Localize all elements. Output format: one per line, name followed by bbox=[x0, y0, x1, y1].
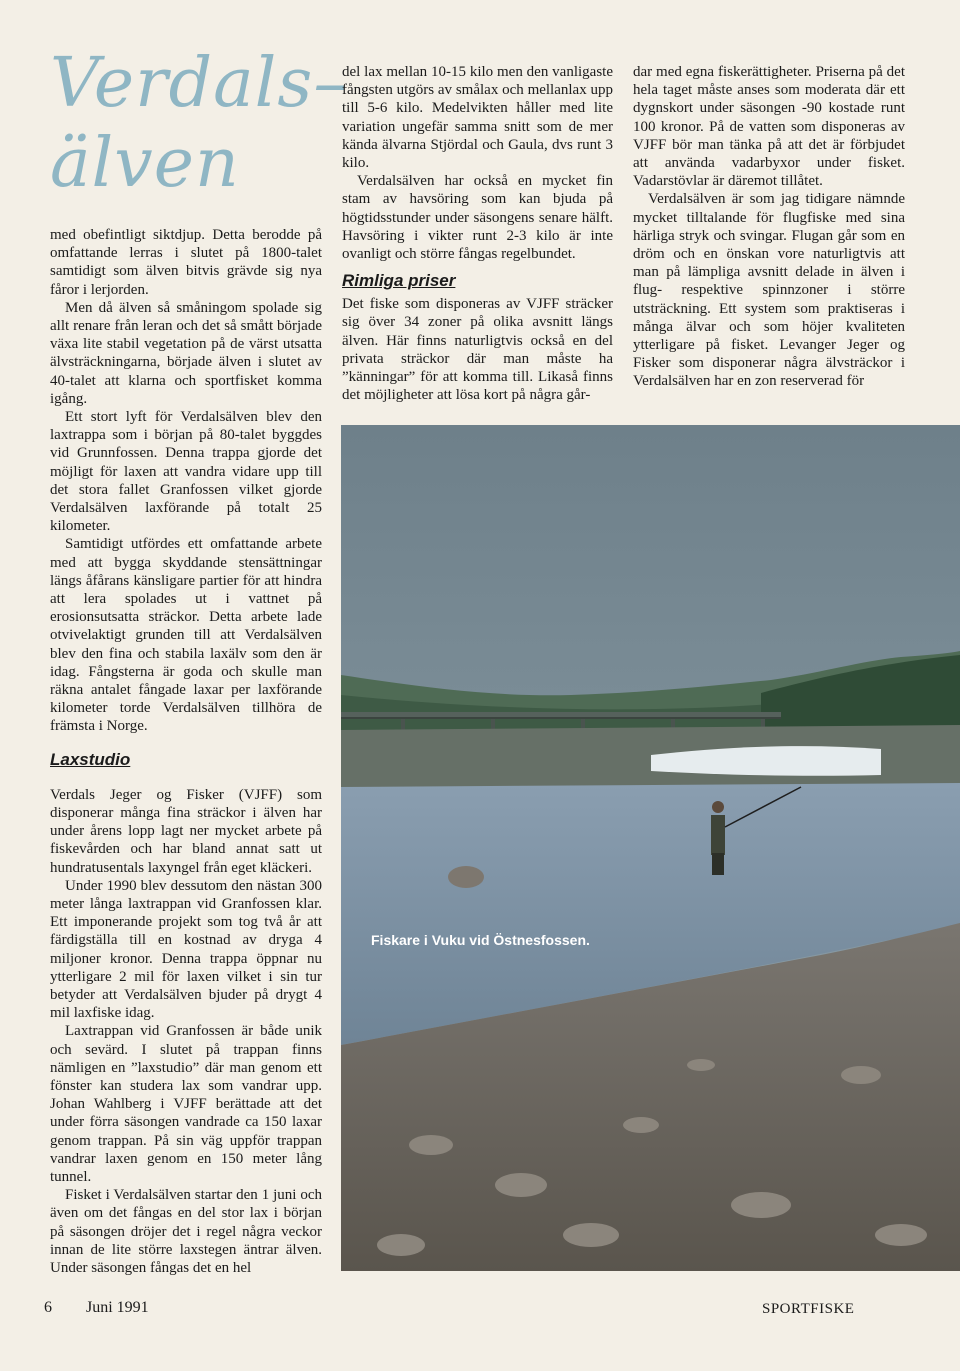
river-photo bbox=[341, 425, 960, 1271]
paragraph: dar med egna fiskerättigheter. Priserna på det hela taget måste anses som moderata där ett dygnskort under säsongen -90 kostade runt 100 kronor. På de vatten som disponeras av VJFF bör man tänka på att det är förbjudet att använda vadarbyxor under fisket. Vadarstövlar är däremot tillåtet. bbox=[633, 64, 905, 190]
paragraph: Verdals Jeger og Fisker (VJFF) som disponerar många fina sträckor i älven har under årens lopp lagt ner mycket arbete på fiskevården och har bland annat satt ut hundratusentals laxyngel från eget kläckeri. bbox=[50, 786, 322, 876]
paragraph: Laxtrappan vid Granfossen är både unik och sevärd. I slutet på trappan finns nämligen en ”laxstudio” där man genom ett fönster kan studera lax som vandrar upp. Johan Wahlberg i VJFF berättade att det under förra säsongen vandrade ca 150 laxar genom trappan. På sin väg uppför trappan vandrar laxen genom en 150 meter lång tunnel. bbox=[50, 1023, 322, 1185]
paragraph: Verdalsälven har också en mycket fin stam av havsöring som kan bjuda på högtidsstunder under säsongens senare hälft. Havsöring i vikter runt 2-3 kilo är inte ovanligt och större fångas regelbundet. bbox=[342, 173, 613, 263]
paragraph: Det fiske som disponeras av VJFF sträcker sig över 34 zoner på olika avsnitt längs älven. Här finns naturligtvis också en del privata sträckor där man måste ha ”känningar” för att komma till. Likaså finns det möjligheter att lösa kort på några går- bbox=[342, 296, 613, 404]
paragraph: del lax mellan 10-15 kilo men den vanligaste fångsten utgörs av smålax och mellanlax upp till 5-6 kilo. Medelvikten håller med lite variation ungefär samma snitt som de mer kända älvarna Stjördal och Gaula, dvs runt 3 kilo. bbox=[342, 64, 613, 172]
paragraph: Ett stort lyft för Verdalsälven blev den laxtrappa som i början på 80-talet byggdes vid Grunnfossen. Denna trappa gjorde det möjligt för laxen att vandra vidare upp till det stora fallet Granfossen vilket gjorde Verdalsälven laxförande på totalt 25 kilometer. bbox=[50, 409, 322, 535]
paragraph: Under 1990 blev dessutom den nästan 300 meter långa laxtrappan vid Granfossen klar. Ett imponerande projekt som tog två år att färdigställa till en kostnad av dryga 4 miljoner kronor. Denna trappa öppnar nu ytterligare 2 mil för laxen vilket i sin tur betyder att Verdalsälven bjuder på drygt 4 mil laxfiske idag. bbox=[50, 877, 322, 1022]
text-column-1 bbox=[50, 226, 322, 1277]
issue-date: Juni 1991 bbox=[86, 1299, 149, 1316]
magazine-name: SPORTFISKE bbox=[762, 1301, 855, 1317]
article-title bbox=[50, 44, 349, 204]
text-column-2 bbox=[342, 63, 613, 404]
paragraph: Fisket i Verdalsälven startar den 1 juni och även om det fångas en del stor lax i början på säsongen dröjer det i regel några veckor innan de lite större laxstegen äntrar älven. Under säsongen fångas det en hel bbox=[50, 1187, 322, 1276]
section-heading-laxstudio: Laxstudio bbox=[50, 749, 131, 769]
paragraph: med obefintligt siktdjup. Detta berodde på omfattande lerras i slutet på 1800-talet samtidigt som älven bitvis grävde sig nya fåror i lerjorden. bbox=[50, 227, 322, 298]
section-heading-rimliga-priser: Rimliga priser bbox=[342, 271, 456, 291]
photo-caption: Fiskare i Vuku vid Östnesfossen. bbox=[371, 932, 590, 948]
paragraph: Samtidigt utfördes ett omfattande arbete med att bygga skyddande stensättningar längs åfårans känsligare partier för att hindra att lera spolades ut i vattnet på erosionsutsatta sträckor. Detta arbete lade otvivelaktigt grunden till att Verdalsälven blev den fina och stabila laxälv som den är idag. Fångsterna är goda och skulle man räkna antalet fångade laxar per laxförande kilometer torde Verdalsälven tillhöra de främsta i Norge. bbox=[50, 536, 322, 735]
title-line-1: Verdals– bbox=[50, 44, 349, 123]
paragraph: Verdalsälven är som jag tidigare nämnde mycket tilltalande för flugfiske med sina härliga stryk och svingar. Flugan går som en dröm och en önskan vore naturligtvis att man på lämpliga avsnitt delade in älven i flug- respektive spinnzoner i större utsträckning. Ett system som praktiseras i många älvar och som höjer kvaliteten ytterligare på fisket. Levanger Jeger og Fisker som disponerar några älvsträckor i Verdalsälven har en zon reserverad för bbox=[633, 191, 905, 390]
title-line-2: älven bbox=[50, 124, 240, 203]
footer-left bbox=[44, 1299, 149, 1317]
river-landscape-illustration bbox=[341, 425, 960, 1271]
paragraph: Men då älven så småningom spolade sig allt renare från leran och det så smått började växa lite stabil vegetation på de värst utsatta älvsträckningarna, började älven i slutet av 40-talet att klarna och sportfisket komma igång. bbox=[50, 299, 322, 407]
text-column-3 bbox=[633, 63, 905, 391]
page-number: 6 bbox=[44, 1299, 52, 1316]
